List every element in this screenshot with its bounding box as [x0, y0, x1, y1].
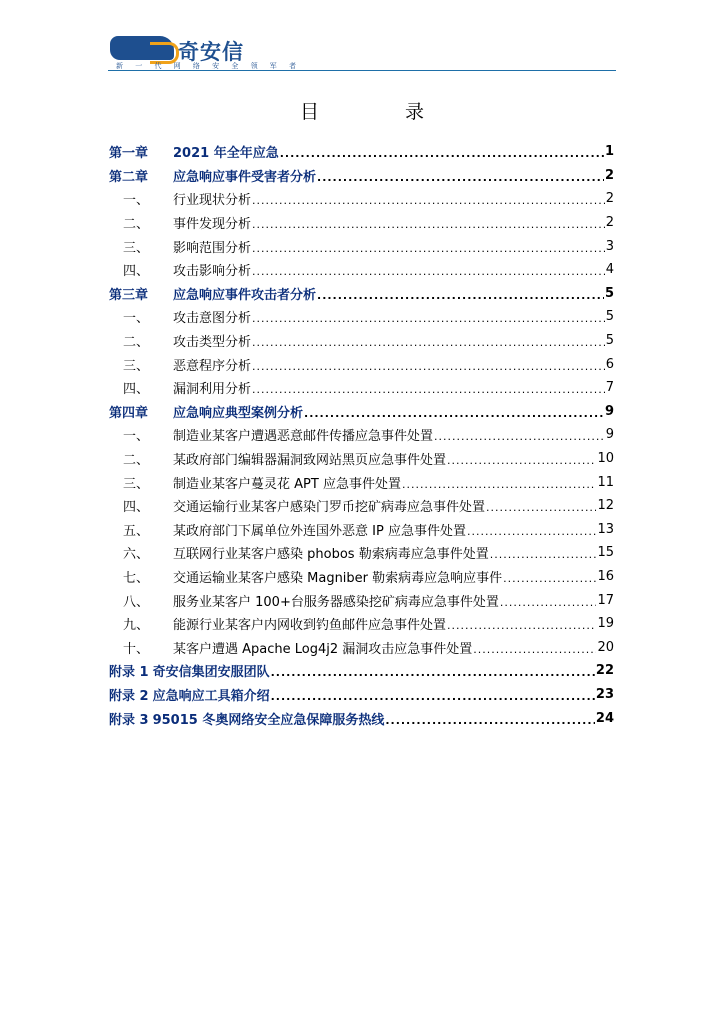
toc-entry[interactable] [109, 234, 614, 258]
toc-entry-page-number: 2 [605, 215, 614, 231]
toc-entry-page-number: 5 [605, 309, 614, 325]
toc-entry-number: 第四章 [109, 405, 149, 421]
toc-entry-number: 三、 [123, 240, 150, 256]
dot-leader [252, 239, 605, 254]
qianxin-logo-icon [110, 36, 174, 60]
toc-entry-page-number: 11 [597, 474, 614, 490]
dot-leader [486, 498, 596, 513]
toc-entry-page-number: 23 [595, 686, 614, 702]
toc-entry-number: 第二章 [109, 169, 149, 185]
toc-entry-number: 二、 [123, 217, 150, 233]
dot-leader [447, 616, 596, 631]
dot-leader [473, 640, 596, 655]
toc-entry-title: 某政府部门编辑器漏洞致网站黑页应急事件处置 [173, 453, 447, 469]
toc-entry-title: 制造业某客户遭遇恶意邮件传播应急事件处置 [173, 429, 434, 445]
dot-leader [490, 545, 597, 560]
toc-entry-number: 四、 [123, 500, 150, 516]
toc-entry-number: 附录 2 [109, 688, 149, 704]
toc-entry-title: 某客户遭遇 Apache Log4j2 漏洞攻击应急事件处置 [173, 641, 473, 657]
toc-entry-number: 一、 [123, 311, 150, 327]
toc-entry-page-number: 9 [604, 403, 614, 419]
dot-leader [271, 687, 595, 702]
toc-entry-title: 95015 冬奥网络安全应急保障服务热线 [152, 712, 385, 728]
dot-leader [252, 262, 605, 277]
toc-entry-title: 应急响应事件受害者分析 [173, 169, 317, 185]
toc-entry-page-number: 22 [595, 663, 614, 679]
toc-entry-title: 互联网行业某客户感染 phobos 勒索病毒应急事件处置 [173, 547, 489, 563]
toc-entry[interactable] [109, 352, 614, 376]
toc-entry-number: 二、 [123, 453, 150, 469]
dot-leader [271, 663, 595, 678]
toc-entry-title: 攻击影响分析 [173, 264, 252, 280]
toc-entry-page-number: 5 [604, 285, 614, 301]
dot-leader [252, 309, 605, 324]
toc-entry-page-number: 2 [605, 191, 614, 207]
dot-leader [500, 593, 597, 608]
dot-leader [252, 191, 605, 206]
toc-entry-title: 应急响应典型案例分析 [173, 405, 304, 421]
toc-entry-page-number: 9 [605, 427, 614, 443]
toc-entry-number: 一、 [123, 429, 150, 445]
toc-entry-number: 二、 [123, 335, 150, 351]
toc-entry[interactable] [109, 423, 614, 447]
toc-entry[interactable] [109, 376, 614, 400]
header-divider [108, 70, 616, 71]
toc-entry-page-number: 1 [604, 144, 614, 160]
toc-entry-title: 攻击类型分析 [173, 335, 252, 351]
toc-entry-title: 恶意程序分析 [173, 358, 252, 374]
toc-entry[interactable] [109, 659, 614, 683]
toc-entry[interactable] [109, 258, 614, 282]
toc-entry-title: 2021 年全年应急 [173, 146, 279, 162]
page-title: 目 录 [299, 101, 465, 123]
dot-leader [317, 168, 604, 183]
dot-leader [467, 522, 597, 537]
toc-entry[interactable] [109, 282, 614, 306]
toc-entry-number: 八、 [123, 594, 150, 610]
toc-entry-page-number: 5 [605, 333, 614, 349]
toc-entry-page-number: 6 [605, 356, 614, 372]
toc-entry[interactable] [109, 187, 614, 211]
toc-entry[interactable] [109, 140, 614, 164]
toc-entry-title: 攻击意图分析 [173, 311, 252, 327]
toc-entry-page-number: 15 [597, 545, 614, 561]
toc-entry-number: 九、 [123, 618, 150, 634]
toc-entry[interactable] [109, 518, 614, 542]
dot-leader [252, 333, 605, 348]
toc-entry-number: 四、 [123, 264, 150, 280]
toc-entry-title: 影响范围分析 [173, 240, 252, 256]
page-header [108, 34, 616, 74]
toc-entry-number: 六、 [123, 547, 150, 563]
toc-entry[interactable] [109, 588, 614, 612]
dot-leader [385, 711, 595, 726]
toc-entry[interactable] [109, 565, 614, 589]
dot-leader [434, 427, 605, 442]
dot-leader [280, 144, 604, 159]
toc-entry-title: 交通运输业某客户感染 Magniber 勒索病毒应急响应事件 [173, 570, 503, 586]
dot-leader [317, 286, 604, 301]
toc-entry[interactable] [109, 329, 614, 353]
toc-entry-title: 奇安信集团安服团队 [152, 665, 270, 681]
toc-entry-number: 附录 3 [109, 712, 149, 728]
toc-entry-page-number: 2 [604, 167, 614, 183]
toc-entry-page-number: 12 [597, 498, 614, 514]
toc-entry[interactable] [109, 494, 614, 518]
toc-entry-title: 能源行业某客户内网收到钓鱼邮件应急事件处置 [173, 618, 447, 634]
dot-leader [503, 569, 596, 584]
toc-entry[interactable] [109, 447, 614, 471]
toc-entry[interactable] [109, 211, 614, 235]
toc-entry[interactable] [109, 305, 614, 329]
toc-entry[interactable] [109, 612, 614, 636]
toc-entry-title: 应急响应工具箱介绍 [152, 688, 270, 704]
table-of-contents [109, 140, 614, 730]
toc-entry-page-number: 13 [597, 521, 614, 537]
toc-entry-number: 十、 [123, 641, 150, 657]
toc-entry-title: 应急响应事件攻击者分析 [173, 287, 317, 303]
toc-entry-page-number: 3 [605, 238, 614, 254]
toc-entry-number: 第一章 [109, 146, 149, 162]
toc-entry-number: 七、 [123, 570, 150, 586]
toc-entry[interactable] [109, 470, 614, 494]
toc-entry-number: 附录 1 [109, 665, 149, 681]
toc-entry-number: 第三章 [109, 287, 149, 303]
toc-entry-title: 某政府部门下属单位外连国外恶意 IP 应急事件处置 [173, 523, 466, 539]
toc-entry-title: 服务业某客户 100+台服务器感染挖矿病毒应急事件处置 [173, 594, 499, 610]
toc-entry-page-number: 19 [597, 616, 614, 632]
toc-entry-page-number: 24 [595, 710, 614, 726]
toc-entry-title: 行业现状分析 [173, 193, 252, 209]
toc-entry-title: 事件发现分析 [173, 217, 252, 233]
toc-entry[interactable] [109, 635, 614, 659]
toc-entry-page-number: 20 [597, 639, 614, 655]
toc-entry-page-number: 16 [597, 568, 614, 584]
toc-entry[interactable] [109, 683, 614, 707]
toc-entry-page-number: 4 [605, 262, 614, 278]
toc-entry[interactable] [109, 164, 614, 188]
brand-name: 奇安信 [178, 40, 244, 64]
toc-entry-number: 三、 [123, 476, 150, 492]
dot-leader [402, 475, 597, 490]
toc-entry-number: 四、 [123, 382, 150, 398]
toc-entry-number: 五、 [123, 523, 150, 539]
dot-leader [447, 451, 596, 466]
dot-leader [252, 215, 605, 230]
toc-entry-number: 一、 [123, 193, 150, 209]
brand-slogan: 新 一 代 网 络 安 全 领 军 者 [116, 62, 302, 70]
toc-entry-title: 漏洞利用分析 [173, 382, 252, 398]
dot-leader [252, 380, 605, 395]
toc-entry-number: 三、 [123, 358, 150, 374]
toc-entry-page-number: 7 [605, 380, 614, 396]
toc-entry-page-number: 10 [597, 451, 614, 467]
dot-leader [304, 404, 604, 419]
toc-entry[interactable] [109, 706, 614, 730]
toc-entry-page-number: 17 [597, 592, 614, 608]
toc-entry[interactable] [109, 541, 614, 565]
toc-entry-title: 制造业某客户蔓灵花 APT 应急事件处置 [173, 476, 401, 492]
toc-entry-title: 交通运输行业某客户感染门罗币挖矿病毒应急事件处置 [173, 500, 486, 516]
toc-entry[interactable] [109, 400, 614, 424]
dot-leader [252, 357, 605, 372]
